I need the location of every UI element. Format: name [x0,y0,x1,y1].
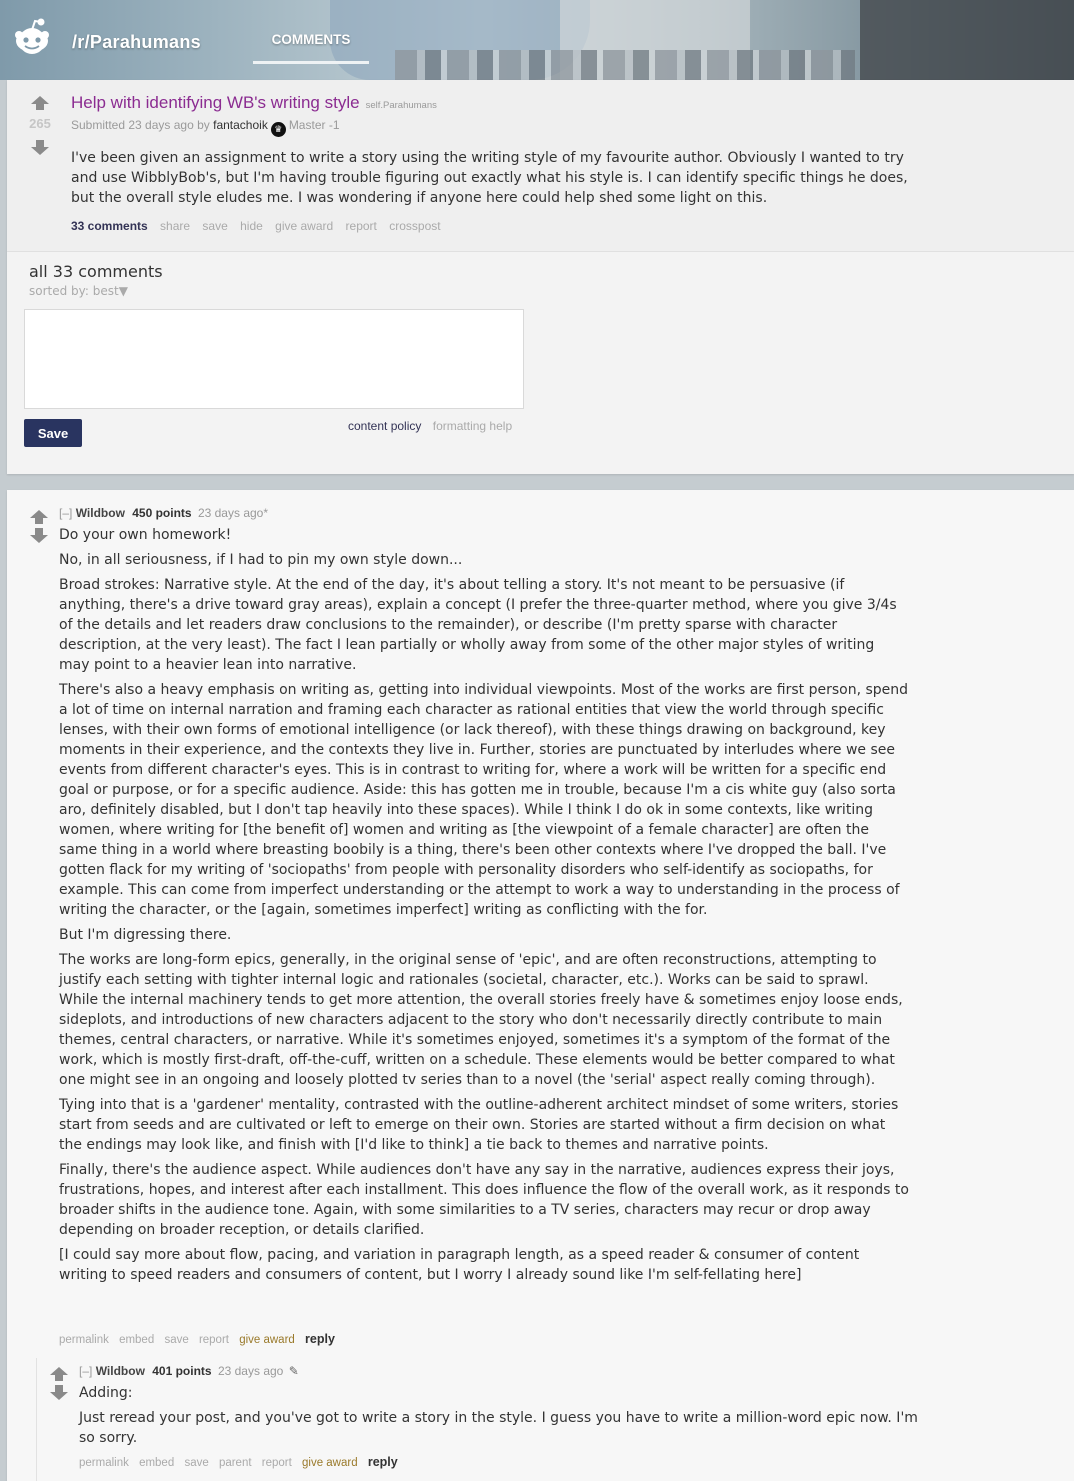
parent-link[interactable]: parent [218,1457,252,1469]
comment-buttons [79,1455,405,1469]
comments-list [7,490,1074,1481]
comment-buttons [59,1332,342,1346]
post-title-link[interactable]: Help with identifying WB's writing style [71,93,360,112]
reply-link[interactable]: reply [367,1455,398,1469]
give-award-link[interactable]: give award [239,1334,295,1346]
comment-body [59,525,909,1290]
post-author[interactable]: fantachoik [213,118,268,132]
post-vote [25,96,55,155]
content-policy-link[interactable]: content policy [348,419,422,433]
upvote-arrow-icon[interactable] [31,96,49,104]
flair-crown-icon: ♛ [271,122,286,137]
comment-points: 450 points [132,506,192,520]
downvote-arrow-icon[interactable] [50,1392,68,1400]
downvote-arrow-icon[interactable] [30,535,48,543]
give-award-link[interactable]: give award [302,1457,358,1469]
sort-dropdown[interactable]: sorted by: best▼ [29,284,128,298]
hide-link[interactable]: hide [240,219,263,233]
comment-paragraph: Broad strokes: Narrative style. At the end of the day, it's about telling a story. It's not meant to be persuasive (if anything, there's a drive toward gray areas), explain a concept (I prefer the three-quarter method, where you give 3/4s of the details and let readers draw conclusions to the remainder), or describe (I'm pretty sparse with character description, at the very least). The fact I lean partially or wholly away from some of the other major styles of writing may point to a heavier lean into narrative. [59,577,897,673]
comment-paragraph: Just reread your post, and you've got to write a story in the style. I guess you have to write a million-word epic now. I'm so sorry. [79,1410,918,1446]
post-domain[interactable]: self.Parahumans [365,100,437,111]
save-link[interactable]: save [164,1334,189,1346]
comment-tagline [59,506,268,520]
comment-body [79,1383,929,1453]
give-award-link[interactable]: give award [275,219,334,233]
comment-points: 401 points [152,1364,212,1378]
all-comments-heading: all 33 comments [29,262,163,281]
post-container [7,80,1074,252]
comment-author[interactable]: Wildbow [95,1364,145,1378]
subreddit-header [0,0,1074,80]
post-buttons [71,219,450,233]
tab-comments[interactable]: COMMENTS [253,32,369,64]
comment-textarea[interactable] [24,309,524,409]
edited-pencil-icon: ✎ [288,1364,299,1378]
permalink-link[interactable]: permalink [79,1457,129,1469]
collapse-toggle[interactable]: [–] [59,506,73,520]
permalink-link[interactable]: permalink [59,1334,109,1346]
save-link[interactable]: save [202,219,228,233]
author-flair: Master -1 [288,118,340,132]
subreddit-name[interactable]: /r/Parahumans [72,32,201,52]
comment-paragraph: There's also a heavy emphasis on writing as, getting into individual viewpoints. Most of the works are first person, spend a lot of time on internal narration and framing each character as rational entities that view the world through specific lenses, with their own forms of emotional intelligence (or lack thereof), with these things drawing on background, key moments in their experience, and the contexts they live in. Further, stories are punctuated by interludes where we see events from different character's eyes. This is in contrast to writing for, where a work will be written for a specific end goal or purpose, or for a specific audience. Aside: this has gotten me in trouble, because I'm a cis white guy (also sorta aro, definitely disabled, but I don't tap heavily into these spaces). While I think I do ok in some contexts, like writing women, where writing for [the benefit of] women and writing as [the viewpoint of a female character] are often the same thing in a world where breasting boobily is a thing, there's been other contexts where I've dropped the ball. I've gotten flack for my writing of 'sociopaths' from people with personality disorders who self-identify as sociopaths, for example. This can come from imperfect understanding or the attempt to work a way to understanding in the process of writing the character, or the [again, sometimes imperfect] writing as conflicting with the for. [59,682,909,918]
child-thread-line [36,1358,37,1481]
comment-time: 23 days ago* [197,506,269,520]
post-score: 265 [29,116,51,131]
header-banner-art-3 [860,0,1074,80]
comment-vote [29,510,49,543]
upvote-arrow-icon[interactable] [30,510,48,518]
comment-time: 23 days ago [217,1364,284,1378]
post-selftext: I've been given an assignment to write a story using the writing style of my favourite author. Obviously I wanted to try and use WibblyBob's, but I'm having trouble figuring out exactly what his style is. I can identify specific things he does, but the overall style eludes me. I was wondering if anyone here could help shed some light on this. [71,150,908,206]
formatting-help-link[interactable]: formatting help [432,419,513,433]
collapse-toggle[interactable]: [–] [79,1364,93,1378]
save-button[interactable]: Save [24,419,82,447]
comment-form-panel [7,252,1074,474]
comment-paragraph: The works are long-form epics, generally, in the original sense of 'epic', and are often reconstructions, attempting to justify each setting with tighter internal logic and rationales (societal, character, etc.). Works can be said to sprawl. While the internal machinery tends to get more attention, the overall stories freely have & sometimes enjoy loose ends, sideplots, and introductions of new characters adjacent to the story who don't necessarily directly contribute to main themes, central characters, or narrative. While it's sometimes enjoyed, sometimes it's a symptom of the format of the work, which is mostly first-draft, off-the-cuff, written on a schedule. These elements would be better compared to what one might see in an ongoing and loosely plotted tv series than to a novel (the 'serial' aspect really coming through). [59,952,903,1088]
share-link[interactable]: share [160,219,191,233]
comment-author[interactable]: Wildbow [75,506,125,520]
comment-paragraph: But I'm digressing there. [59,927,232,943]
comments-count-link[interactable]: 33 comments [71,219,148,233]
post-tagline [71,118,340,137]
reddit-alien-icon[interactable] [12,17,52,57]
comment-vote [49,1367,69,1400]
save-link[interactable]: save [184,1457,209,1469]
comment-paragraph: Do your own homework! [59,527,232,543]
crosspost-link[interactable]: crosspost [389,219,441,233]
embed-link[interactable]: embed [119,1334,155,1346]
comment-paragraph: [I could say more about flow, pacing, and variation in paragraph length, as a speed reader & consumer of content writing to speed readers and consumers of content, but I worry I already sound like I'm self-fellating here] [59,1247,860,1283]
comment-paragraph: Finally, there's the audience aspect. While audiences don't have any say in the narrative, audiences express their joys, frustrations, hopes, and interest after each installment. This does influence the flow of the overall work, as it responds to broader shifts in the audience tone. Again, with some similarities to a TV series, characters may recur or drop away depending on broader reception, or details clarified. [59,1162,909,1238]
header-banner-art-4 [395,50,855,80]
upvote-arrow-icon[interactable] [50,1367,68,1375]
report-link[interactable]: report [345,219,377,233]
comment-paragraph: Tying into that is a 'gardener' mentality, contrasted with the outline-adherent architect mindset of some writers, stories start from seeds and are cultivated or left to emerge on their own. Stories are started without a firm decision on what the endings may look like, and finish with [I'd like to think] a tie back to themes and narrative points. [59,1097,899,1153]
form-links [348,419,512,433]
comment-tagline [79,1364,299,1378]
submitted-text: Submitted 23 days ago by [71,118,210,132]
comment-paragraph: Adding: [79,1385,133,1401]
report-link[interactable]: report [261,1457,292,1469]
downvote-arrow-icon[interactable] [31,147,49,155]
comment-paragraph: No, in all seriousness, if I had to pin my own style down... [59,552,463,568]
report-link[interactable]: report [198,1334,229,1346]
post-title-row [71,93,437,113]
reply-link[interactable]: reply [305,1332,335,1346]
embed-link[interactable]: embed [139,1457,175,1469]
